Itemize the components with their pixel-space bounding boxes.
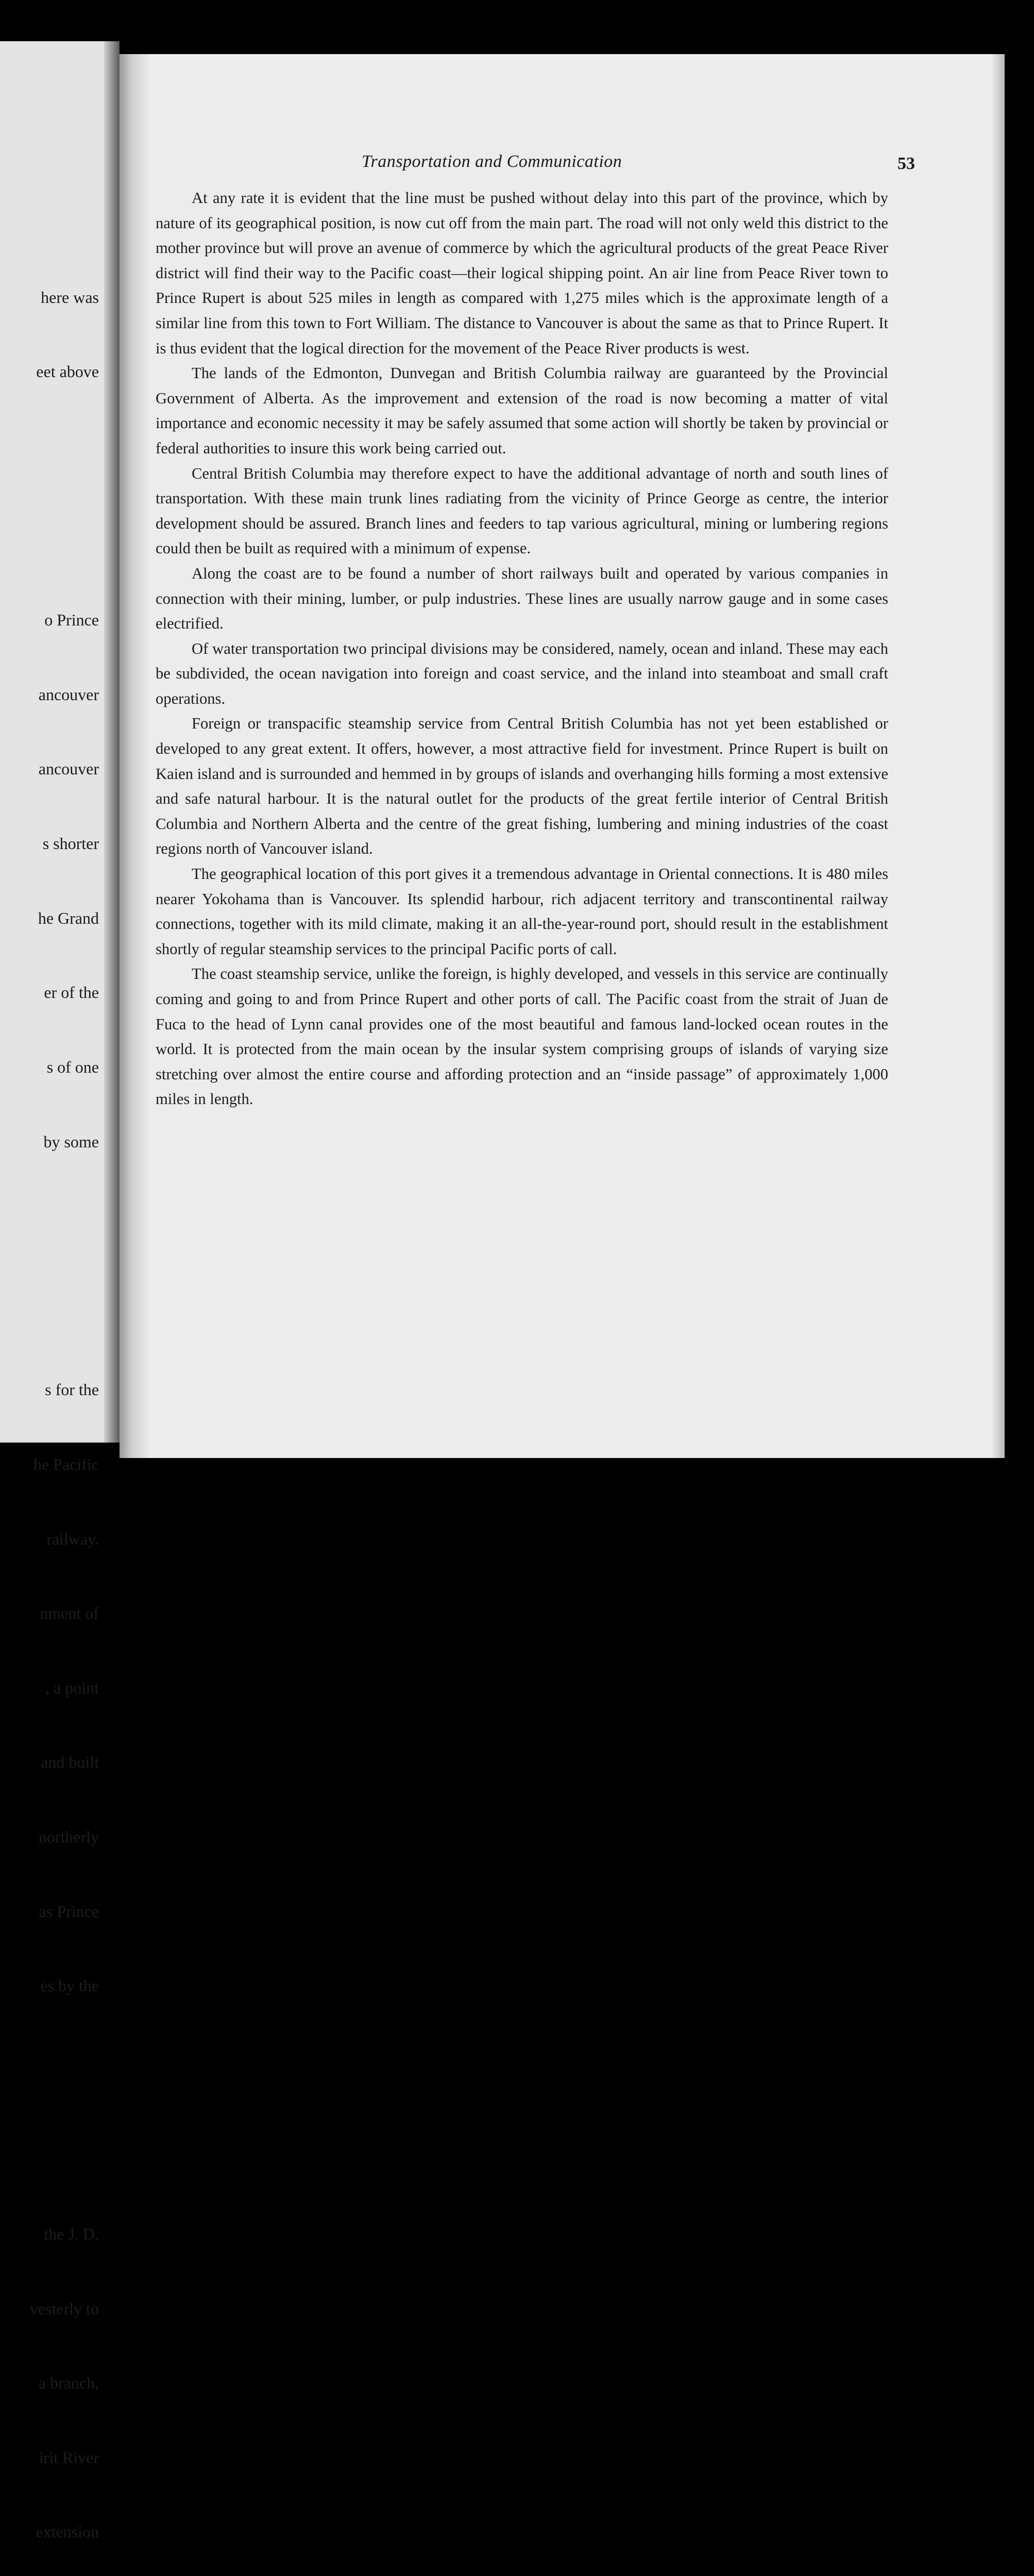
left-line: irit River bbox=[39, 2448, 99, 2467]
paragraph: Along the coast are to be found a number of short railways built and operated by various companies in connection with their mining, lumber, or pulp industries. These lines are usually narrow gauge and in some cases electrified. bbox=[156, 564, 888, 633]
left-line: railway. bbox=[46, 1529, 99, 1548]
left-line: s of one bbox=[46, 1057, 99, 1076]
left-line: here was bbox=[41, 287, 99, 307]
left-line: ancouver bbox=[38, 759, 99, 778]
left-line: vesterly to bbox=[29, 2299, 99, 2318]
paragraph: The lands of the Edmonton, Dunvegan and British Columbia railway are guaranteed by the Provincial Government of Alberta. As the improvement and extension of the road is now becoming a matter of vital importance and economic necessity it may be safely assumed that some action will shortly be taken by provincial or federal authorities to insure this work being carried out. bbox=[156, 364, 888, 457]
left-line: he Grand bbox=[38, 908, 99, 927]
book-gutter bbox=[104, 41, 120, 1443]
running-head: Transportation and Communication bbox=[362, 152, 622, 171]
left-line: es by the bbox=[40, 1976, 99, 1995]
left-line: o Prince bbox=[44, 611, 99, 630]
left-line: ancouver bbox=[38, 685, 99, 704]
left-line: and built bbox=[41, 1753, 99, 1772]
paragraph: The geographical location of this port gives it a tremendous advantage in Oriental connections. It is 480 miles nearer Yokohama than is Vancouver. Its splendid harbour, rich adjacent territory and transcontinental railway connections, together with its mild climate, making it an all-the-year-round port, should result in the establishment shortly of regular steamship services to the principal Pacific ports of call. bbox=[156, 865, 888, 958]
paragraph: The coast steamship service, unlike the foreign, is highly developed, and vessels in this service are continually coming and going to and from Prince Rupert and other ports of call. The Pacific coast from the strait of Juan de Fuca to the head of Lynn canal provides one of the most beautiful and famous land-locked ocean routes in the world. It is protected from the main ocean by the insular system comprising groups of islands of varying size stretching over almost the entire course and affording protection and an “inside passage” of approximately 1,000 miles in length. bbox=[156, 965, 888, 1108]
left-line: eet above bbox=[36, 362, 99, 381]
left-page bbox=[0, 41, 120, 2541]
left-line: as Prince bbox=[39, 1902, 99, 1921]
left-line: er of the bbox=[44, 983, 99, 1002]
paragraph: Central British Columbia may therefore expect to have the additional advantage of north and south lines of transportation. With these main trunk lines radiating from the vicinity of Prince George as centre, the interior development should be assured. Branch lines and feeders to tap various agricultural, mining or lumbering regions could then be built as required with a minimum of expense. bbox=[156, 464, 888, 557]
body-text bbox=[156, 185, 888, 1112]
right-page bbox=[120, 54, 1005, 1458]
left-text-group bbox=[22, 558, 99, 1204]
left-line: s for the bbox=[45, 1380, 99, 1399]
left-line: a branch, bbox=[38, 2374, 99, 2393]
left-line: nment of bbox=[40, 1604, 99, 1623]
paragraph: Of water transportation two principal divisions may be considered, namely, ocean and inland. These may each be subdivided, the ocean navigation into foreign and coast service, and the inland into steamboat and small craft operations. bbox=[156, 639, 888, 707]
left-line: s shorter bbox=[42, 834, 99, 853]
left-line: the J. D. bbox=[44, 2225, 99, 2244]
left-line: northerly bbox=[38, 1827, 99, 1846]
paragraph: At any rate it is evident that the line must be pushed without delay into this part of the province, which by nature of its geographical position, is now cut off from the main part. The road will not only weld this district to the mother province but will prove an avenue of commerce by which the agricultural products of the great Peace River district will find their way to the Pacific coast—their logical shipping point. An air line from Peace River town to Prince Rupert is about 525 miles in length as compared with 1,275 miles which is the approximate length of a similar line from this town to Fort William. The distance to Vancouver is about the same as that to Prince Rupert. It is thus evident that the logical direction for the movement of the Peace River products is west. bbox=[156, 189, 888, 357]
left-text-group bbox=[22, 1328, 99, 2048]
left-text-group bbox=[22, 235, 99, 434]
left-line: by some bbox=[43, 1132, 99, 1151]
page-edge-shadow bbox=[991, 54, 1005, 1458]
left-page-text bbox=[22, 185, 99, 2576]
left-line: he Pacific bbox=[33, 1454, 99, 1473]
left-text-group bbox=[22, 2172, 99, 2576]
spine-shadow bbox=[120, 54, 150, 1458]
page-number: 53 bbox=[897, 154, 915, 173]
left-line: extension bbox=[36, 2522, 99, 2541]
paragraph: Foreign or transpacific steamship service from Central British Columbia has not yet been established or developed to any great extent. It offers, however, a most attractive field for investment. Prince Rupert is built on Kaien island and is surrounded and hemmed in by groups of islands and overhanging hills forming a most extensive and safe natural harbour. It is the natural outlet for the products of the great fertile interior of Central British Columbia and Northern Alberta and the centre of the great fishing, lumbering and mining industries of the coast regions north of Vancouver island. bbox=[156, 715, 888, 858]
left-line: , a point bbox=[45, 1678, 99, 1697]
